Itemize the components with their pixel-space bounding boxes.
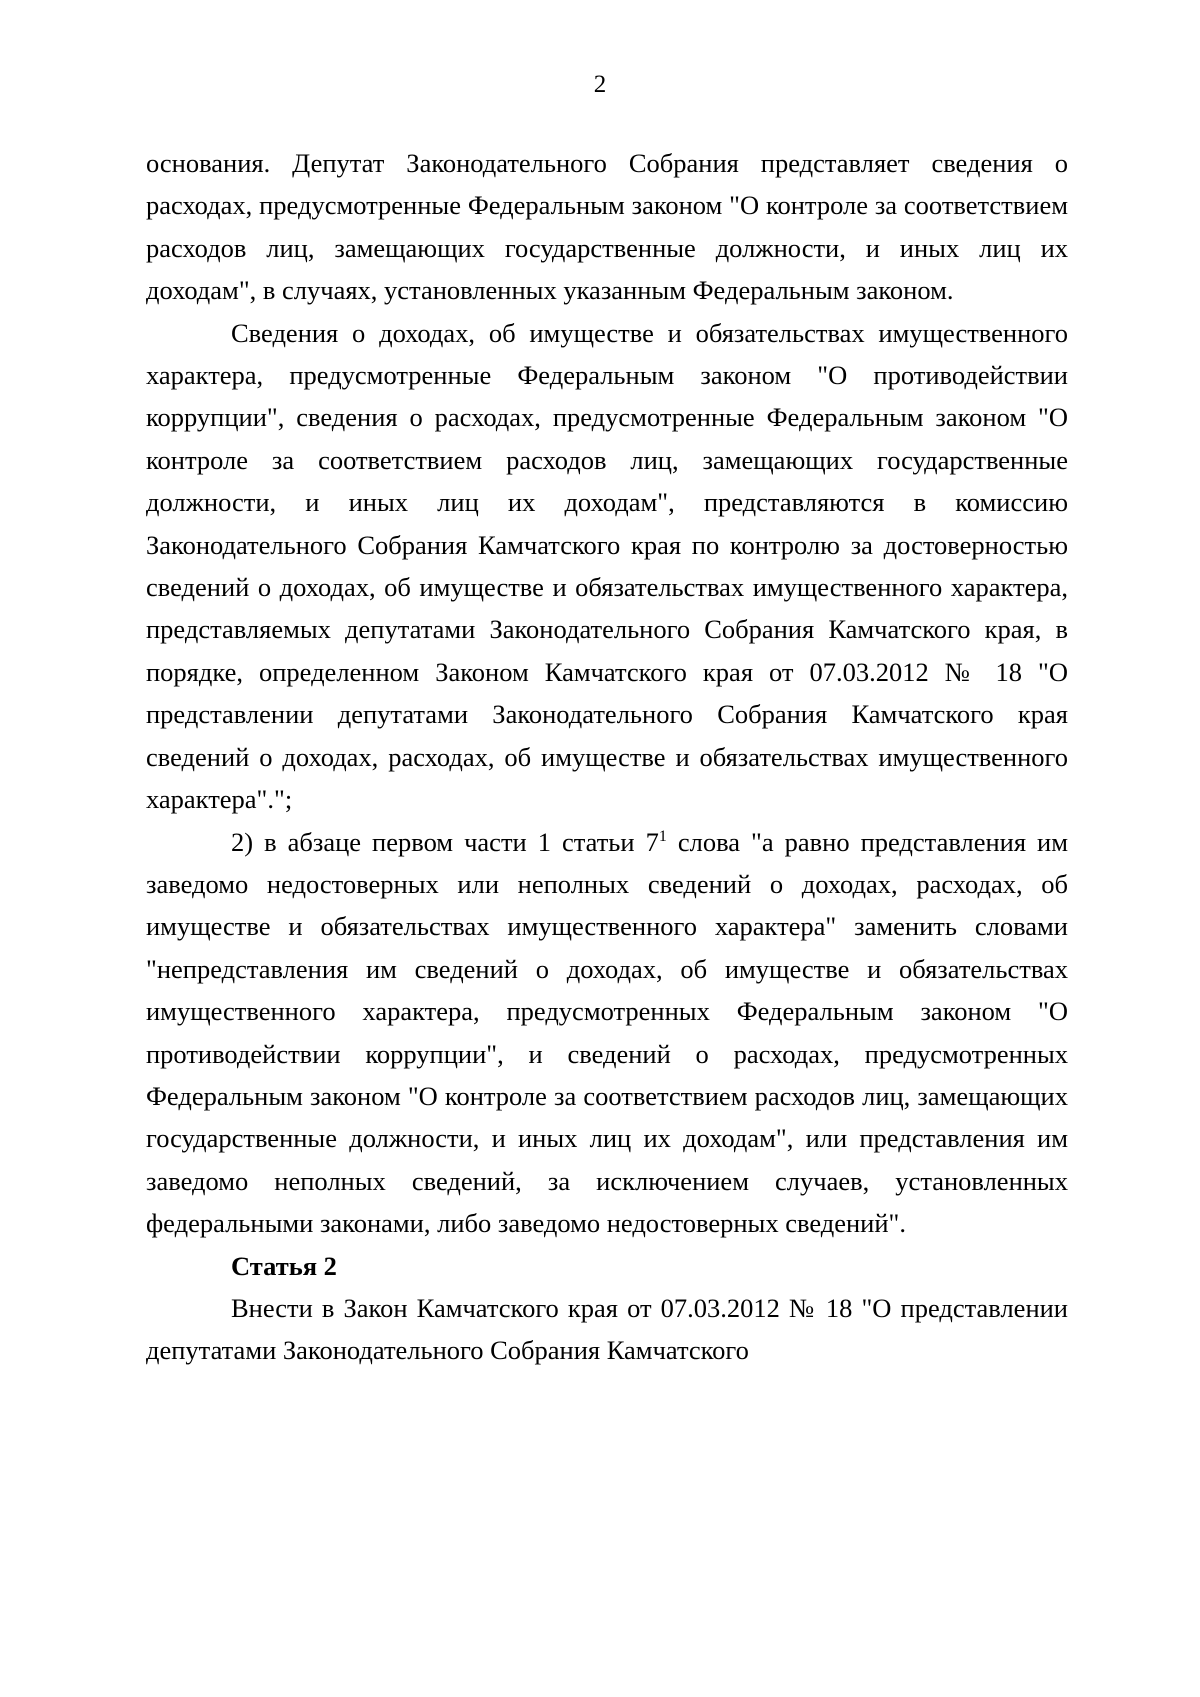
article-heading: Статья 2	[231, 1250, 337, 1281]
document-body	[146, 142, 1068, 1372]
paragraph-continuation: основания. Депутат Законодательного Собрания представляет сведения о расходах, предусмотренные Федеральным законом "О контроле за соответствием расходов лиц, замещающих государственные должности, и иных лиц их доходам", в случаях, установленных указанным Федеральным законом.	[146, 148, 1068, 306]
paragraph-income-info: Сведения о доходах, об имуществе и обязательствах имущественного характера, предусмотренные Федеральным законом "О противодействии коррупции", сведения о расходах, предусмотренные Федеральным законом "О контроле за соответствием расходов лиц, замещающих государственные должности, и иных лиц их доходам", представляются в комиссию Законодательного Собрания Камчатского края по контролю за достоверностью сведений о доходах, об имуществе и обязательствах имущественного характера, представляемых депутатами Законодательного Собрания Камчатского края, в порядке, определенном Законом Камчатского края от 07.03.2012 № 18 "О представлении депутатами Законодательного Собрания Камчатского края сведений о доходах, расходах, об имуществе и обязательствах имущественного характера".";	[146, 317, 1068, 815]
amendment-text-rest: слова "а равно представления им заведомо недостоверных или неполных сведений о доходах, расходах, об имуществе и обязательствах имущественного характера" заменить словами "непредставления им сведений о доходах, об имуществе и обязательствах имущественного характера, предусмотренных Федеральным законом "О противодействии коррупции", и сведений о расходах, предусмотренных Федеральным законом "О контроле за соответствием расходов лиц, замещающих государственные должности, и иных лиц их доходам", или представления им заведомо неполных сведений, за исключением случаев, установленных федеральными законами, либо заведомо недостоверных сведений".	[146, 826, 1069, 1239]
paragraph-article-2: Внести в Закон Камчатского края от 07.03.2012 № 18 "О представлении депутатами Законодательного Собрания Камчатского	[146, 1292, 1068, 1366]
article-superscript: 1	[658, 827, 667, 845]
amendment-text-start: 2) в абзаце первом части 1 статьи 7	[231, 826, 659, 857]
page-number: 2	[593, 71, 607, 98]
paragraph-amendment-2	[146, 821, 1068, 1245]
